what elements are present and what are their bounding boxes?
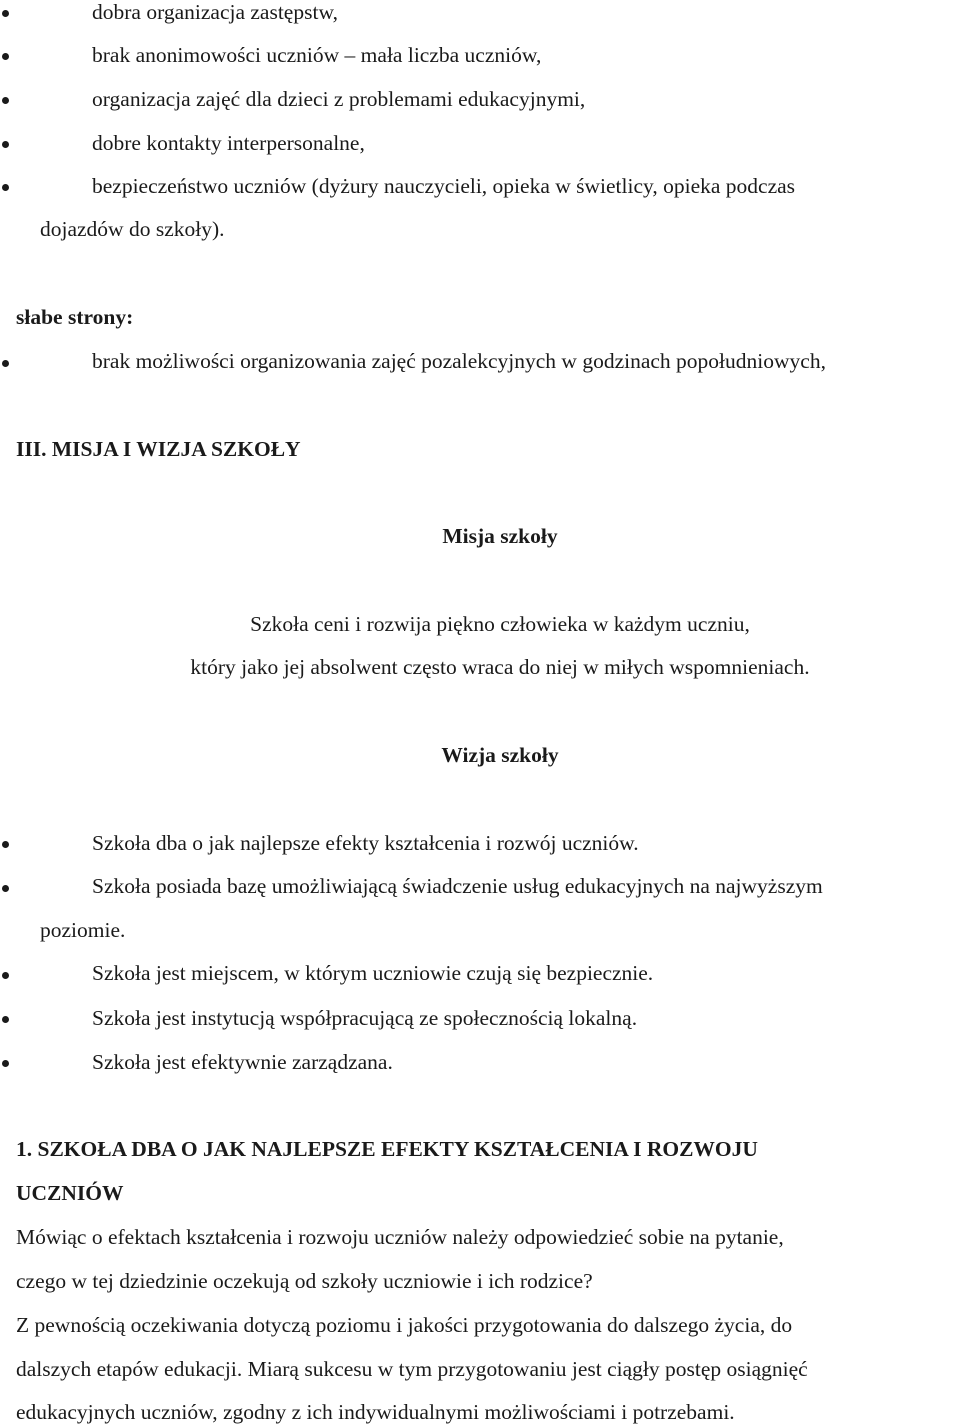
list-item: dobra organizacja zastępstw, [92, 0, 338, 24]
mission-heading: Misja szkoły [442, 524, 558, 548]
list-item-continuation: dojazdów do szkoły). [40, 217, 225, 241]
list-item: dobre kontakty interpersonalne, [92, 131, 365, 155]
list-item: Szkoła dba o jak najlepsze efekty kształcenia i rozwój uczniów. [92, 831, 639, 855]
bullet-icon [2, 1016, 9, 1023]
section-heading-continuation: UCZNIÓW [16, 1181, 124, 1205]
list-item: Szkoła jest instytucją współpracującą ze społecznością lokalną. [92, 1006, 638, 1030]
mission-line: Szkoła ceni i rozwija piękno człowieka w każdym uczniu, [250, 612, 750, 636]
mission-line: który jako jej absolwent często wraca do niej w miłych wspomnieniach. [190, 655, 810, 679]
paragraph-line: Z pewnością oczekiwania dotyczą poziomu i jakości przygotowania do dalszego życia, do [16, 1313, 793, 1337]
bullet-icon [2, 97, 9, 104]
list-item: Szkoła jest efektywnie zarządzana. [92, 1050, 393, 1074]
list-item: organizacja zajęć dla dzieci z problemami edukacyjnymi, [92, 87, 586, 111]
paragraph-line: czego w tej dziedzinie oczekują od szkoły uczniowie i ich rodzice? [16, 1269, 593, 1293]
section-heading: 1. SZKOŁA DBA O JAK NAJLEPSZE EFEKTY KSZTAŁCENIA I ROZWOJU [16, 1137, 758, 1161]
bullet-icon [2, 1060, 9, 1067]
vision-heading: Wizja szkoły [441, 743, 559, 767]
list-item: brak możliwości organizowania zajęć pozalekcyjnych w godzinach popołudniowych, [92, 349, 826, 373]
bullet-icon [2, 360, 9, 367]
paragraph-line: edukacyjnych uczniów, zgodny z ich indywidualnymi możliwościami i potrzebami. [16, 1400, 735, 1424]
list-item-continuation: poziomie. [40, 918, 126, 942]
bullet-icon [2, 141, 9, 148]
bullet-icon [2, 53, 9, 60]
bullet-icon [2, 885, 9, 892]
section-heading: III. MISJA I WIZJA SZKOŁY [16, 437, 301, 461]
bullet-icon [2, 184, 9, 191]
bullet-icon [2, 972, 9, 979]
list-item: Szkoła posiada bazę umożliwiającą świadczenie usług edukacyjnych na najwyższym [92, 874, 823, 898]
list-item: brak anonimowości uczniów – mała liczba uczniów, [92, 43, 542, 67]
weaknesses-heading: słabe strony: [16, 305, 134, 329]
list-item: Szkoła jest miejscem, w którym uczniowie czują się bezpiecznie. [92, 961, 654, 985]
paragraph-line: dalszych etapów edukacji. Miarą sukcesu w tym przygotowaniu jest ciągły postęp osiągnięć [16, 1357, 808, 1381]
bullet-icon [2, 10, 9, 17]
bullet-icon [2, 841, 9, 848]
list-item: bezpieczeństwo uczniów (dyżury nauczycieli, opieka w świetlicy, opieka podczas [92, 174, 796, 198]
paragraph-line: Mówiąc o efektach kształcenia i rozwoju uczniów należy odpowiedzieć sobie na pytanie, [16, 1225, 784, 1249]
